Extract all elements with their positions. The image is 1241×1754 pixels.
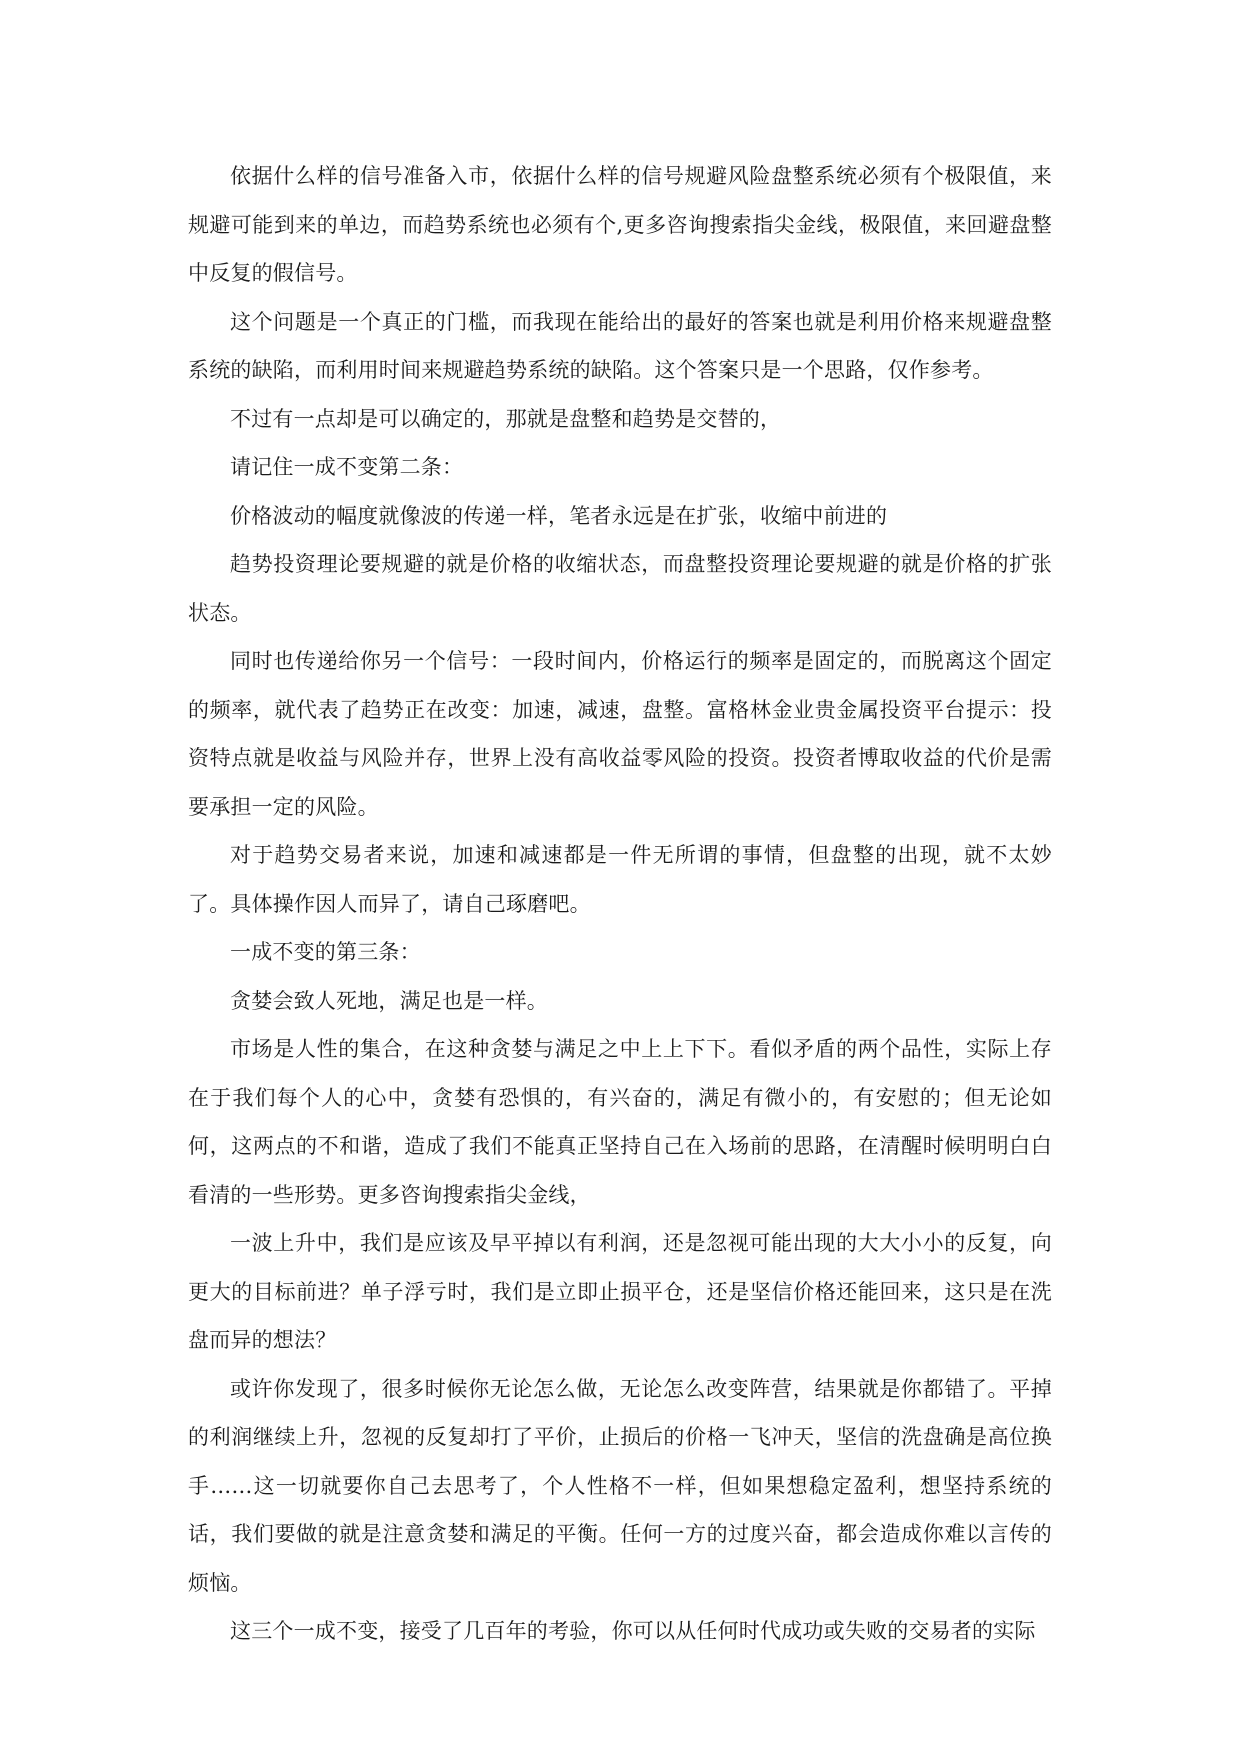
paragraph: 或许你发现了，很多时候你无论怎么做，无论怎么改变阵营，结果就是你都错了。平掉的利润继续上升，忽视的反复却打了平价，止损后的价格一飞冲天，坚信的洗盘确是高位换手……这一切就要你自己去思考了，个人性格不一样，但如果想稳定盈利，想坚持系统的话，我们要做的就是注意贪婪和满足的平衡。任何一方的过度兴奋，都会造成你难以言传的烦恼。 bbox=[188, 1376, 1052, 1595]
paragraph: 依据什么样的信号准备入市，依据什么样的信号规避风险盘整系统必须有个极限值，来规避可能到来的单边，而趋势系统也必须有个,更多咨询搜索指尖金线，极限值，来回避盘整中反复的假信号。 bbox=[188, 164, 1052, 285]
paragraph: 贪婪会致人死地，满足也是一样。 bbox=[230, 988, 548, 1013]
document-body bbox=[188, 152, 1052, 1656]
paragraph: 市场是人性的集合，在这种贪婪与满足之中上上下下。看似矛盾的两个品性，实际上存在于我们每个人的心中，贪婪有恐惧的，有兴奋的，满足有微小的，有安慰的；但无论如何，这两点的不和谐，造成了我们不能真正坚持自己在入场前的思路，在清醒时候明明白白看清的一些形势。更多咨询搜索指尖金线， bbox=[188, 1037, 1052, 1207]
paragraph: 同时也传递给你另一个信号：一段时间内，价格运行的频率是固定的，而脱离这个固定的频率，就代表了趋势正在改变：加速，减速，盘整。富格林金业贵金属投资平台提示：投资特点就是收益与风险并存，世界上没有高收益零风险的投资。投资者博取收益的代价是需要承担一定的风险。 bbox=[188, 649, 1052, 819]
paragraph: 对于趋势交易者来说，加速和减速都是一件无所谓的事情，但盘整的出现，就不太妙了。具体操作因人而异了，请自己琢磨吧。 bbox=[188, 843, 1052, 916]
paragraph: 一成不变的第三条： bbox=[230, 940, 421, 964]
paragraph: 请记住一成不变第二条： bbox=[230, 455, 464, 479]
paragraph: 一波上升中，我们是应该及早平掉以有利润，还是忽视可能出现的大大小小的反复，向更大的目标前进？单子浮亏时，我们是立即止损平仓，还是坚信价格还能回来，这只是在洗盘而异的想法？ bbox=[188, 1231, 1052, 1352]
paragraph: 价格波动的幅度就像波的传递一样，笔者永远是在扩张，收缩中前进的 bbox=[230, 503, 888, 528]
paragraph: 这三个一成不变，接受了几百年的考验，你可以从任何时代成功或失败的交易者的实际 bbox=[230, 1619, 1036, 1643]
paragraph: 不过有一点却是可以确定的，那就是盘整和趋势是交替的， bbox=[230, 406, 782, 431]
paragraph: 这个问题是一个真正的门槛，而我现在能给出的最好的答案也就是利用价格来规避盘整系统的缺陷，而利用时间来规避趋势系统的缺陷。这个答案只是一个思路，仅作参考。 bbox=[188, 309, 1052, 382]
paragraph: 趋势投资理论要规避的就是价格的收缩状态，而盘整投资理论要规避的就是价格的扩张状态。 bbox=[188, 552, 1052, 625]
